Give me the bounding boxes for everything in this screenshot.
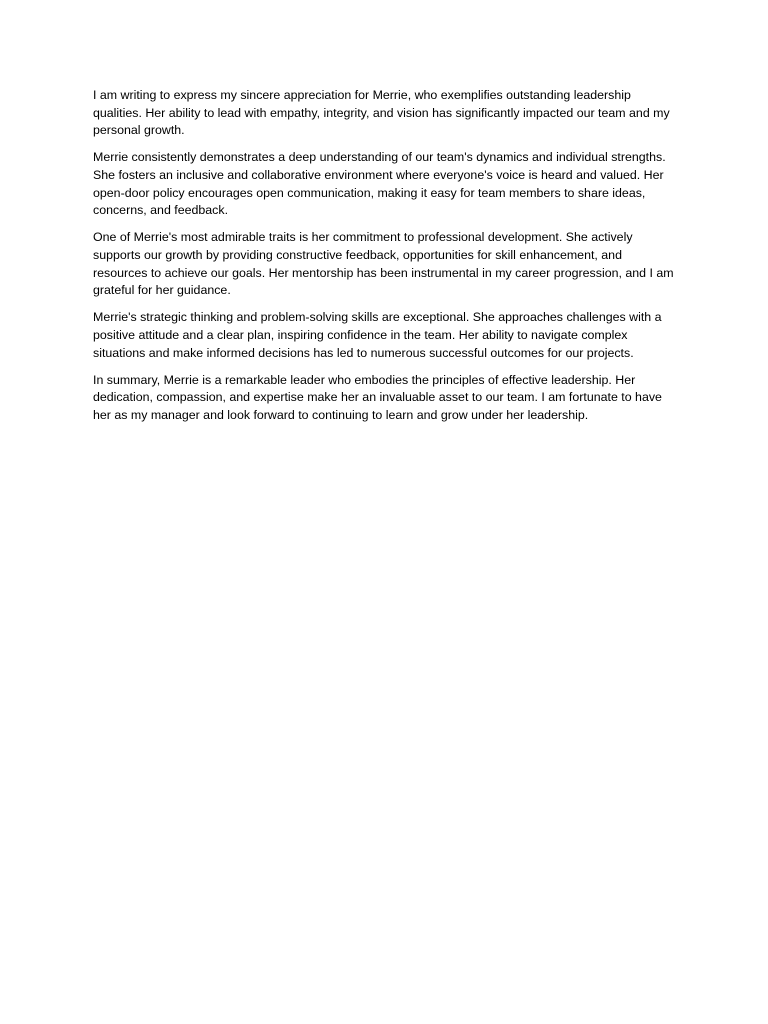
paragraph-summary: In summary, Merrie is a remarkable leader who embodies the principles of effective leadership. Her dedication, compassion, and expertise make her an invaluable asset to our team. I am fortunate to have her as my manager and look forward to continuing to learn and grow under her leadership. bbox=[93, 372, 662, 422]
letter-body bbox=[93, 87, 675, 434]
paragraph-strategic-thinking: Merrie's strategic thinking and problem-solving skills are exceptional. She approaches challenges with a positive attitude and a clear plan, inspiring confidence in the team. Her ability to navigate complex situations and make informed decisions has led to numerous successful outcomes for our projects. bbox=[93, 310, 662, 360]
paragraph-professional-development: One of Merrie's most admirable traits is her commitment to professional development. She actively supports our growth by providing constructive feedback, opportunities for skill enhancement, and resources to achieve our goals. Her mentorship has been instrumental in my career progression, and I am grateful for her guidance. bbox=[93, 230, 674, 298]
paragraph-intro: I am writing to express my sincere appreciation for Merrie, who exemplifies outstanding leadership qualities. Her ability to lead with empathy, integrity, and vision has significantly impacted our team and my personal growth. bbox=[93, 88, 670, 138]
paragraph-team-dynamics: Merrie consistently demonstrates a deep understanding of our team's dynamics and individual strengths. She fosters an inclusive and collaborative environment where everyone's voice is heard and valued. Her open-door policy encourages open communication, making it easy for team members to share ideas, concerns, and feedback. bbox=[93, 150, 666, 218]
